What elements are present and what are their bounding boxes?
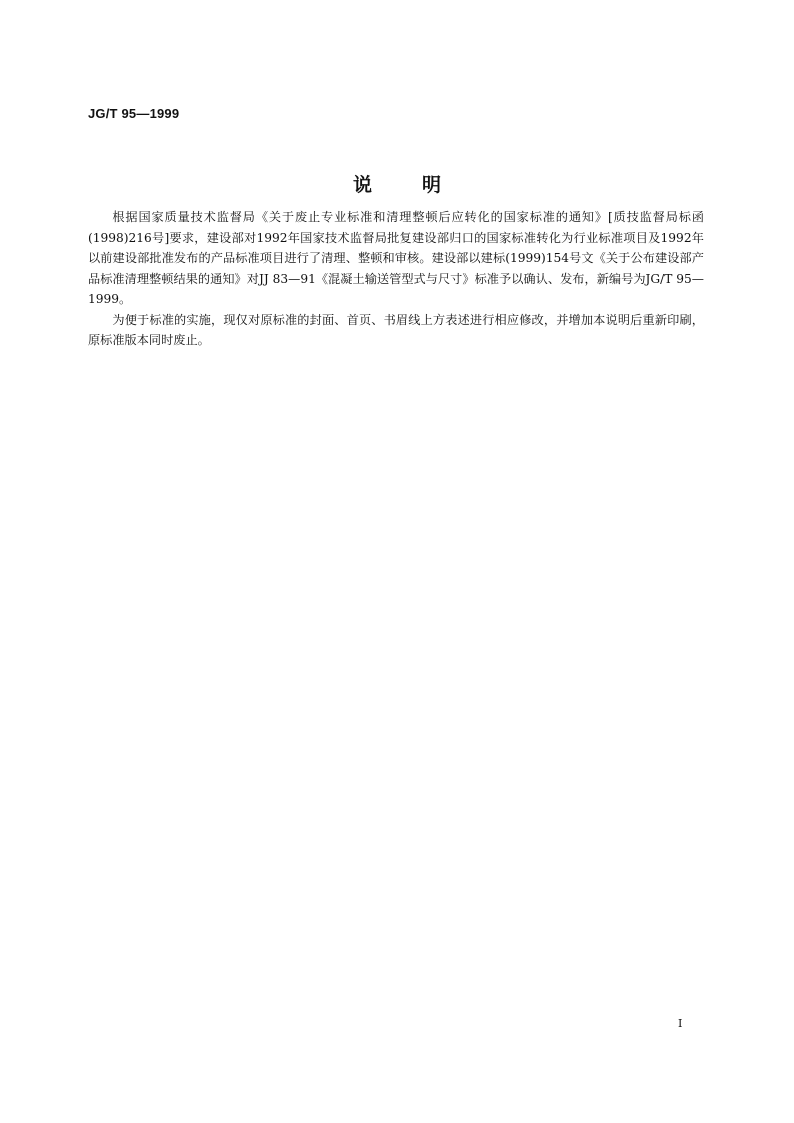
page-number: I [678,1017,683,1030]
standard-code-header: JG/T 95—1999 [88,106,180,121]
paragraph-2: 为便于标准的实施，现仅对原标准的封面、首页、书眉线上方表述进行相应修改，并增加本说明后重新印刷，原标准版本同时废止。 [88,312,704,347]
paragraph-1: 根据国家质量技术监督局《关于废止专业标准和清理整顿后应转化的国家标准的通知》[质技监督局标函(1998)216号]要求，建设部对1992年国家技术监督局批复建设部归口的国家标准转化为行业标准项目及1992年以前建设部批准发布的产品标准项目进行了清理、整顿和审核。建设部以建标(1999)154号文《关于公布建设部产品标准清理整顿结果的通知》对JJ 83—91《混凝土输送管型式与尺寸》标准予以确认、发布，新编号为JG/T 95—1999。 [88,210,704,306]
document-body [88,207,704,351]
page-title: 说明 [352,174,491,196]
